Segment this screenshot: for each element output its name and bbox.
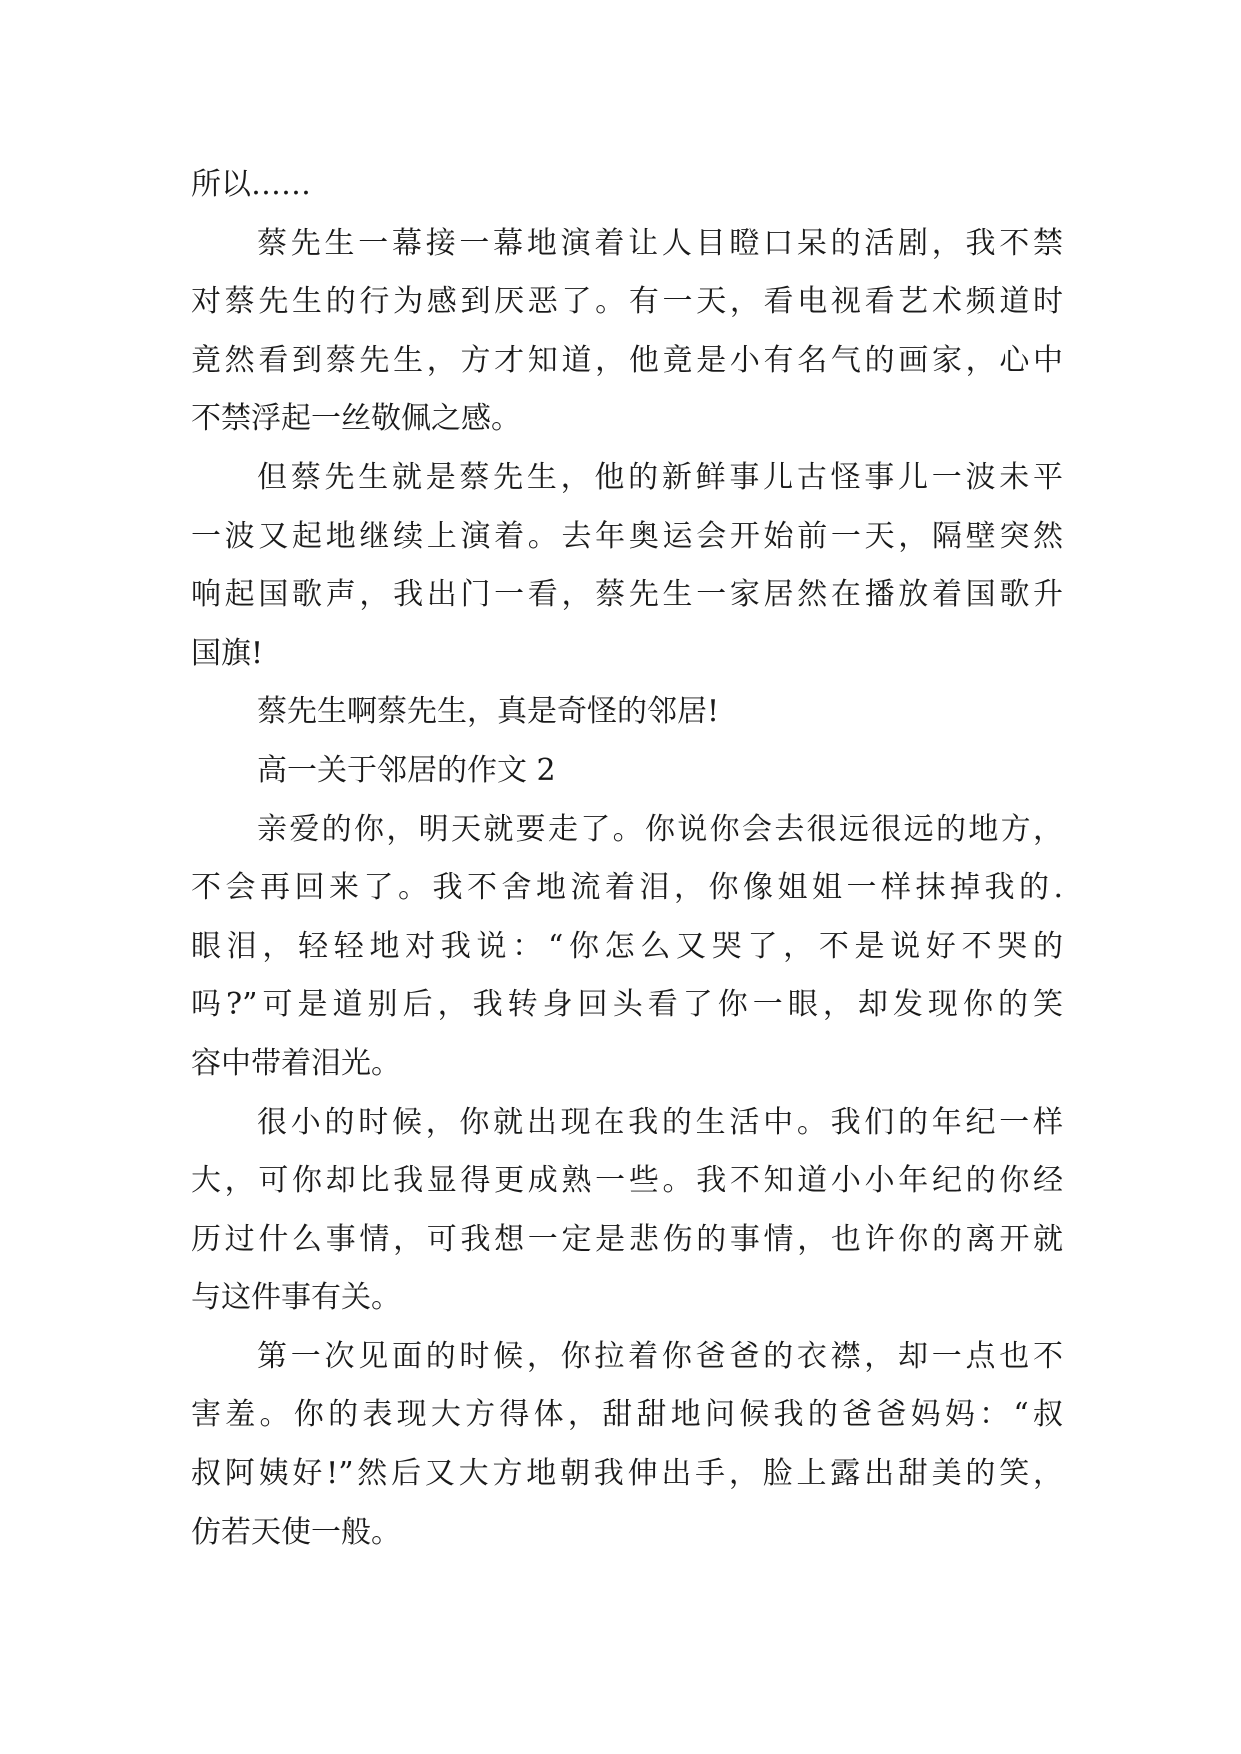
text-line: 第一次见面的时候，你拉着你爸爸的衣襟，却一点也不 xyxy=(257,1338,1063,1374)
text-line: 亲爱的你，明天就要走了。你说你会去很远很远的地方， xyxy=(257,811,1063,847)
text-line: 但蔡先生就是蔡先生，他的新鲜事儿古怪事儿一波未平 xyxy=(257,459,1063,495)
text-line: 容中带着泪光。 xyxy=(191,1045,401,1081)
text-line: 与这件事有关。 xyxy=(191,1280,401,1316)
text-line: 国旗! xyxy=(191,635,264,671)
text-line: 仿若天使一般。 xyxy=(191,1514,401,1550)
text-line: 吗?”可是道别后，我转身回头看了你一眼，却发现你的笑 xyxy=(191,987,1063,1023)
text-line: 高一关于邻居的作文 2 xyxy=(257,752,556,788)
text-line: 一波又起地继续上演着。去年奥运会开始前一天，隔壁突然 xyxy=(191,518,1063,554)
text-line: 对蔡先生的行为感到厌恶了。有一天，看电视看艺术频道时 xyxy=(191,284,1063,320)
text-line: 大，可你却比我显得更成熟一些。我不知道小小年纪的你经 xyxy=(191,1163,1063,1199)
text-line: 历过什么事情，可我想一定是悲伤的事情，也许你的离开就 xyxy=(191,1221,1063,1257)
text-line: 叔阿姨好!”然后又大方地朝我伸出手，脸上露出甜美的笑， xyxy=(191,1456,1063,1492)
text-line: 不禁浮起一丝敬佩之感。 xyxy=(191,401,521,437)
text-line: 很小的时候，你就出现在我的生活中。我们的年纪一样 xyxy=(257,1104,1063,1140)
text-line: 眼泪，轻轻地对我说：“你怎么又哭了，不是说好不哭的 xyxy=(191,928,1063,964)
text-line: 蔡先生一幕接一幕地演着让人目瞪口呆的活剧，我不禁 xyxy=(257,225,1063,261)
text-line: 所以…… xyxy=(191,167,311,202)
essay-body xyxy=(191,156,1063,1562)
text-line: 竟然看到蔡先生，方才知道，他竟是小有名气的画家，心中 xyxy=(191,342,1063,378)
text-line: 害羞。你的表现大方得体，甜甜地问候我的爸爸妈妈：“叔 xyxy=(191,1397,1063,1433)
text-line: 不会再回来了。我不舍地流着泪，你像姐姐一样抹掉我的. xyxy=(191,870,1063,906)
text-line: 响起国歌声，我出门一看，蔡先生一家居然在播放着国歌升 xyxy=(191,577,1063,613)
text-line: 蔡先生啊蔡先生，真是奇怪的邻居! xyxy=(257,694,720,730)
